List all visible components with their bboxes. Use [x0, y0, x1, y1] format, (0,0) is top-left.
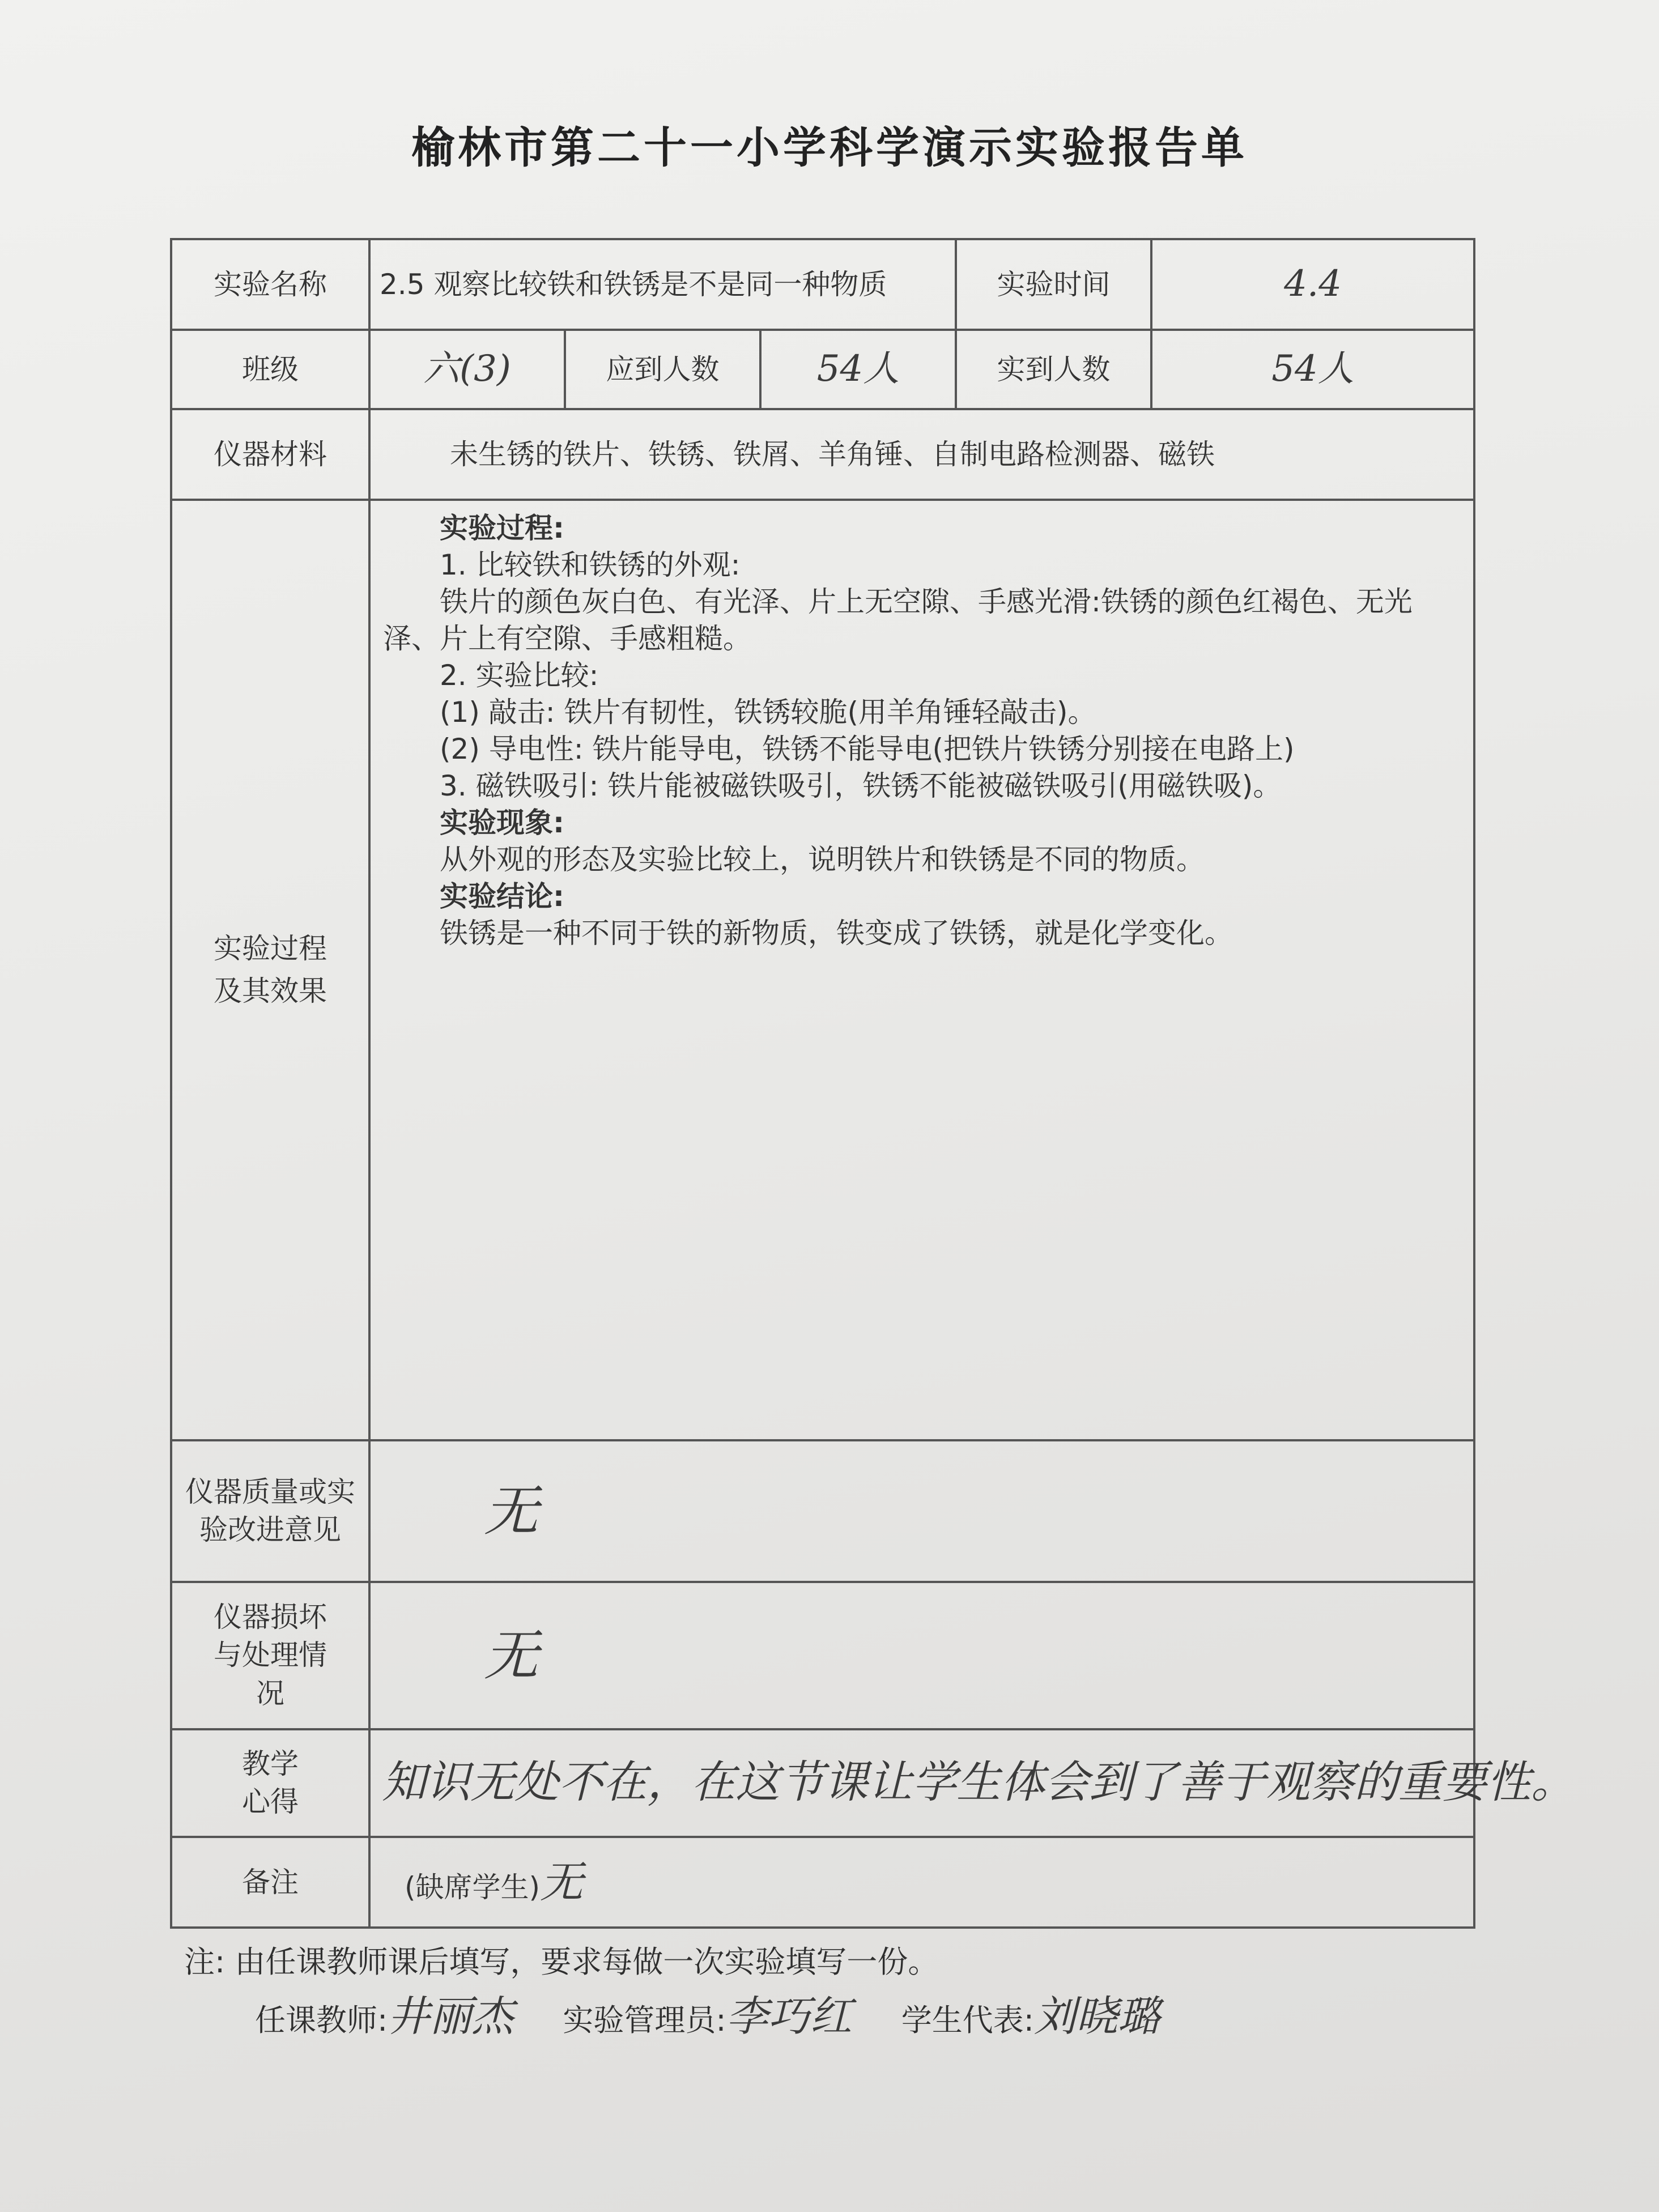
- teacher-label: 任课教师:: [255, 2002, 388, 2038]
- actual-count-label: 实到人数: [956, 330, 1151, 409]
- row-process: [171, 500, 1474, 1440]
- class-value: 六(3): [369, 330, 565, 409]
- teaching-value: 知识无处不在，在这节课让学生体会到了善于观察的重要性。: [369, 1729, 1474, 1837]
- admin-signature: 李巧红: [726, 1992, 852, 2041]
- teaching-label: 教学心得: [171, 1729, 369, 1837]
- row-damage: [171, 1582, 1474, 1729]
- materials-value: 未生锈的铁片、铁锈、铁屑、羊角锤、自制电路检测器、磁铁: [369, 409, 1474, 500]
- experiment-time-label: 实验时间: [956, 239, 1151, 330]
- student-signature: 刘晓璐: [1033, 1992, 1160, 2041]
- conclusion-text: 铁锈是一种不同于铁的新物质，铁变成了铁锈，就是化学变化。: [440, 917, 1233, 950]
- row-teaching: [171, 1729, 1474, 1837]
- process-content: [369, 500, 1474, 1440]
- row-materials: [171, 409, 1474, 500]
- student-label: 学生代表:: [901, 2002, 1034, 2038]
- remarks-value: 无: [540, 1856, 584, 1907]
- quality-label: 仪器质量或实验改进意见: [171, 1440, 369, 1582]
- step2-title: 2. 实验比较:: [440, 659, 599, 692]
- row-class: [171, 330, 1474, 409]
- row-experiment-name: [171, 239, 1474, 330]
- process-heading: 实验过程:: [440, 512, 564, 545]
- page-title: 榆林市第二十一小学科学演示实验报告单: [411, 122, 1248, 173]
- experiment-name-label: 实验名称: [171, 239, 369, 330]
- remarks-prefix: (缺席学生): [405, 1870, 541, 1904]
- step3: 3. 磁铁吸引: 铁片能被磁铁吸引，铁锈不能被磁铁吸引(用磁铁吸)。: [440, 769, 1282, 802]
- report-table: [170, 238, 1576, 1929]
- step2-a: (1) 敲击: 铁片有韧性，铁锈较脆(用羊角锤轻敲击)。: [440, 696, 1096, 729]
- quality-value: 无: [369, 1440, 1474, 1582]
- row-remarks: [171, 1837, 1474, 1928]
- step2-b: (2) 导电性: 铁片能导电，铁锈不能导电(把铁片铁锈分别接在电路上): [440, 733, 1295, 765]
- damage-value: 无: [369, 1582, 1474, 1729]
- experiment-name-value: 2.5 观察比较铁和铁锈是不是同一种物质: [369, 239, 956, 330]
- experiment-time-value: 4.4: [1151, 239, 1474, 330]
- admin-label: 实验管理员:: [563, 2002, 726, 2038]
- expected-count-value: 54人: [760, 330, 956, 409]
- phenomenon-text: 从外观的形态及实验比较上，说明铁片和铁锈是不同的物质。: [440, 843, 1205, 876]
- process-label: 实验过程及其效果: [171, 500, 369, 1440]
- phenomenon-heading: 实验现象:: [440, 806, 564, 839]
- remarks-cell: [369, 1837, 1474, 1928]
- expected-count-label: 应到人数: [565, 330, 760, 409]
- row-quality: [171, 1440, 1474, 1582]
- signature-line: [255, 1983, 1199, 2043]
- footer-note: 注: 由任课教师课后填写，要求每做一次实验填写一份。: [184, 1944, 939, 1980]
- teacher-signature: 井丽杰: [388, 1992, 514, 2041]
- damage-label: 仪器损坏与处理情况: [171, 1582, 369, 1729]
- step1-text: 铁片的颜色灰白色、有光泽、片上无空隙、手感光滑:铁锈的颜色红褐色、无光泽、片上有空隙、手感粗糙。: [383, 585, 1413, 655]
- class-label: 班级: [171, 330, 369, 409]
- remarks-label: 备注: [171, 1837, 369, 1928]
- materials-label: 仪器材料: [171, 409, 369, 500]
- actual-count-value: 54人: [1151, 330, 1474, 409]
- conclusion-heading: 实验结论:: [440, 880, 564, 913]
- step1-title: 1. 比较铁和铁锈的外观:: [440, 548, 741, 581]
